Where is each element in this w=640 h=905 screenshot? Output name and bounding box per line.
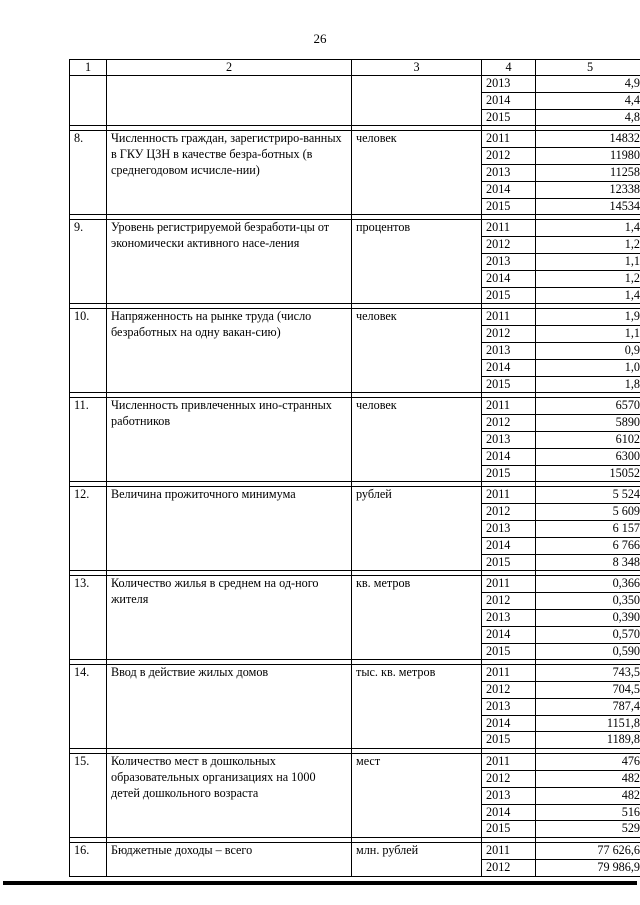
row-number: 10. xyxy=(70,309,107,393)
year-cell: 2011 xyxy=(482,309,536,326)
year-cell: 2015 xyxy=(482,287,536,304)
table-row xyxy=(70,754,640,771)
year-cell: 2011 xyxy=(482,843,536,860)
year-cell: 2012 xyxy=(482,593,536,610)
year-cell: 2014 xyxy=(482,270,536,287)
year-cell: 2013 xyxy=(482,520,536,537)
year-cell: 2014 xyxy=(482,181,536,198)
header-col-1: 1 xyxy=(70,60,107,76)
value-cell: 482 xyxy=(536,771,640,788)
year-cell: 2012 xyxy=(482,771,536,788)
value-cell: 6 157 xyxy=(536,520,640,537)
year-cell: 2011 xyxy=(482,220,536,237)
value-cell: 6102 xyxy=(536,431,640,448)
table-header-row xyxy=(70,60,640,76)
value-cell: 516 xyxy=(536,804,640,821)
value-cell: 0,590 xyxy=(536,643,640,660)
table-row xyxy=(70,309,640,326)
year-cell: 2015 xyxy=(482,109,536,126)
table-row xyxy=(70,220,640,237)
year-cell: 2014 xyxy=(482,359,536,376)
year-cell: 2012 xyxy=(482,504,536,521)
table-row xyxy=(70,398,640,415)
value-cell: 14534 xyxy=(536,198,640,215)
value-cell: 6 766 xyxy=(536,537,640,554)
year-cell: 2014 xyxy=(482,715,536,732)
value-cell: 482 xyxy=(536,787,640,804)
value-cell: 1189,8 xyxy=(536,732,640,749)
year-cell: 2012 xyxy=(482,682,536,699)
year-cell: 2015 xyxy=(482,554,536,571)
value-cell: 77 626,6 xyxy=(536,843,640,860)
row-number: 9. xyxy=(70,220,107,304)
year-cell: 2011 xyxy=(482,576,536,593)
value-cell: 1,2 xyxy=(536,270,640,287)
year-cell: 2011 xyxy=(482,665,536,682)
table-row xyxy=(70,843,640,860)
table-row xyxy=(70,487,640,504)
value-cell: 12338 xyxy=(536,181,640,198)
value-cell: 0,350 xyxy=(536,593,640,610)
value-cell: 1151,8 xyxy=(536,715,640,732)
footer-rule xyxy=(3,881,637,885)
value-cell: 6300 xyxy=(536,448,640,465)
year-cell: 2014 xyxy=(482,537,536,554)
indicator-name: Бюджетные доходы – всего xyxy=(107,843,352,877)
row-number: 15. xyxy=(70,754,107,838)
year-cell: 2015 xyxy=(482,732,536,749)
year-cell: 2013 xyxy=(482,698,536,715)
value-cell: 1,9 xyxy=(536,309,640,326)
value-cell: 529 xyxy=(536,821,640,838)
value-cell: 4,9 xyxy=(536,76,640,93)
year-cell: 2013 xyxy=(482,253,536,270)
value-cell: 15052 xyxy=(536,465,640,482)
year-cell: 2012 xyxy=(482,326,536,343)
header-col-5: 5 xyxy=(536,60,640,76)
value-cell: 1,4 xyxy=(536,220,640,237)
year-cell: 2012 xyxy=(482,148,536,165)
value-cell: 0,9 xyxy=(536,342,640,359)
unit-of-measure: человек xyxy=(352,398,482,482)
unit-of-measure: кв. метров xyxy=(352,576,482,660)
indicator-name: Количество мест в дошкольных образовательных организациях на 1000 детей дошкольного возраста xyxy=(107,754,352,838)
indicator-name: Численность граждан, зарегистриро-ванных в ГКУ ЦЗН в качестве безра-ботных (в среднегодовом исчисле-нии) xyxy=(107,131,352,215)
value-cell: 1,2 xyxy=(536,237,640,254)
indicators-table xyxy=(69,59,640,877)
year-cell: 2013 xyxy=(482,787,536,804)
indicator-name: Уровень регистрируемой безработи-цы от экономически активного насе-ления xyxy=(107,220,352,304)
year-cell: 2014 xyxy=(482,448,536,465)
unit-of-measure: человек xyxy=(352,309,482,393)
row-number-cell xyxy=(70,76,107,126)
indicator-name: Количество жилья в среднем на од-ного жителя xyxy=(107,576,352,660)
value-cell: 743,5 xyxy=(536,665,640,682)
value-cell: 1,1 xyxy=(536,253,640,270)
year-cell: 2012 xyxy=(482,860,536,877)
year-cell: 2011 xyxy=(482,398,536,415)
table-row xyxy=(70,131,640,148)
value-cell: 14832 xyxy=(536,131,640,148)
year-cell: 2011 xyxy=(482,487,536,504)
unit-of-measure: рублей xyxy=(352,487,482,571)
header-col-3: 3 xyxy=(352,60,482,76)
year-cell: 2015 xyxy=(482,643,536,660)
header-col-4: 4 xyxy=(482,60,536,76)
header-col-2: 2 xyxy=(107,60,352,76)
year-cell: 2013 xyxy=(482,342,536,359)
unit-of-measure: тыс. кв. метров xyxy=(352,665,482,749)
year-cell: 2014 xyxy=(482,92,536,109)
value-cell: 0,570 xyxy=(536,626,640,643)
row-number: 13. xyxy=(70,576,107,660)
table-row xyxy=(70,576,640,593)
value-cell: 4,4 xyxy=(536,92,640,109)
value-cell: 79 986,9 xyxy=(536,860,640,877)
unit-of-measure: млн. рублей xyxy=(352,843,482,877)
value-cell: 6570 xyxy=(536,398,640,415)
value-cell: 11980 xyxy=(536,148,640,165)
row-number: 12. xyxy=(70,487,107,571)
value-cell: 704,5 xyxy=(536,682,640,699)
value-cell: 4,8 xyxy=(536,109,640,126)
table-row xyxy=(70,665,640,682)
value-cell: 1,4 xyxy=(536,287,640,304)
indicator-name: Численность привлеченных ино-странных работников xyxy=(107,398,352,482)
value-cell: 11258 xyxy=(536,164,640,181)
indicator-name: Ввод в действие жилых домов xyxy=(107,665,352,749)
row-number: 8. xyxy=(70,131,107,215)
year-cell: 2012 xyxy=(482,415,536,432)
year-cell: 2013 xyxy=(482,431,536,448)
value-cell: 1,8 xyxy=(536,376,640,393)
value-cell: 5 524 xyxy=(536,487,640,504)
value-cell: 8 348 xyxy=(536,554,640,571)
year-cell: 2015 xyxy=(482,465,536,482)
row-number: 11. xyxy=(70,398,107,482)
value-cell: 787,4 xyxy=(536,698,640,715)
year-cell: 2014 xyxy=(482,626,536,643)
unit-of-measure: человек xyxy=(352,131,482,215)
year-cell: 2011 xyxy=(482,754,536,771)
year-cell: 2011 xyxy=(482,131,536,148)
value-cell: 5890 xyxy=(536,415,640,432)
year-cell: 2014 xyxy=(482,804,536,821)
value-cell: 0,366 xyxy=(536,576,640,593)
year-cell: 2013 xyxy=(482,609,536,626)
year-cell: 2015 xyxy=(482,821,536,838)
value-cell: 0,390 xyxy=(536,609,640,626)
unit-of-measure: мест xyxy=(352,754,482,838)
page-number: 26 xyxy=(313,31,327,46)
unit-cell xyxy=(352,76,482,126)
indicator-name-cell xyxy=(107,76,352,126)
year-cell: 2013 xyxy=(482,76,536,93)
year-cell: 2015 xyxy=(482,376,536,393)
table-row xyxy=(70,76,640,93)
year-cell: 2012 xyxy=(482,237,536,254)
year-cell: 2015 xyxy=(482,198,536,215)
unit-of-measure: процентов xyxy=(352,220,482,304)
value-cell: 1,1 xyxy=(536,326,640,343)
value-cell: 476 xyxy=(536,754,640,771)
row-number: 16. xyxy=(70,843,107,877)
indicator-name: Величина прожиточного минимума xyxy=(107,487,352,571)
indicator-name: Напряженность на рынке труда (число безработных на одну вакан-сию) xyxy=(107,309,352,393)
row-number: 14. xyxy=(70,665,107,749)
value-cell: 1,0 xyxy=(536,359,640,376)
value-cell: 5 609 xyxy=(536,504,640,521)
year-cell: 2013 xyxy=(482,164,536,181)
